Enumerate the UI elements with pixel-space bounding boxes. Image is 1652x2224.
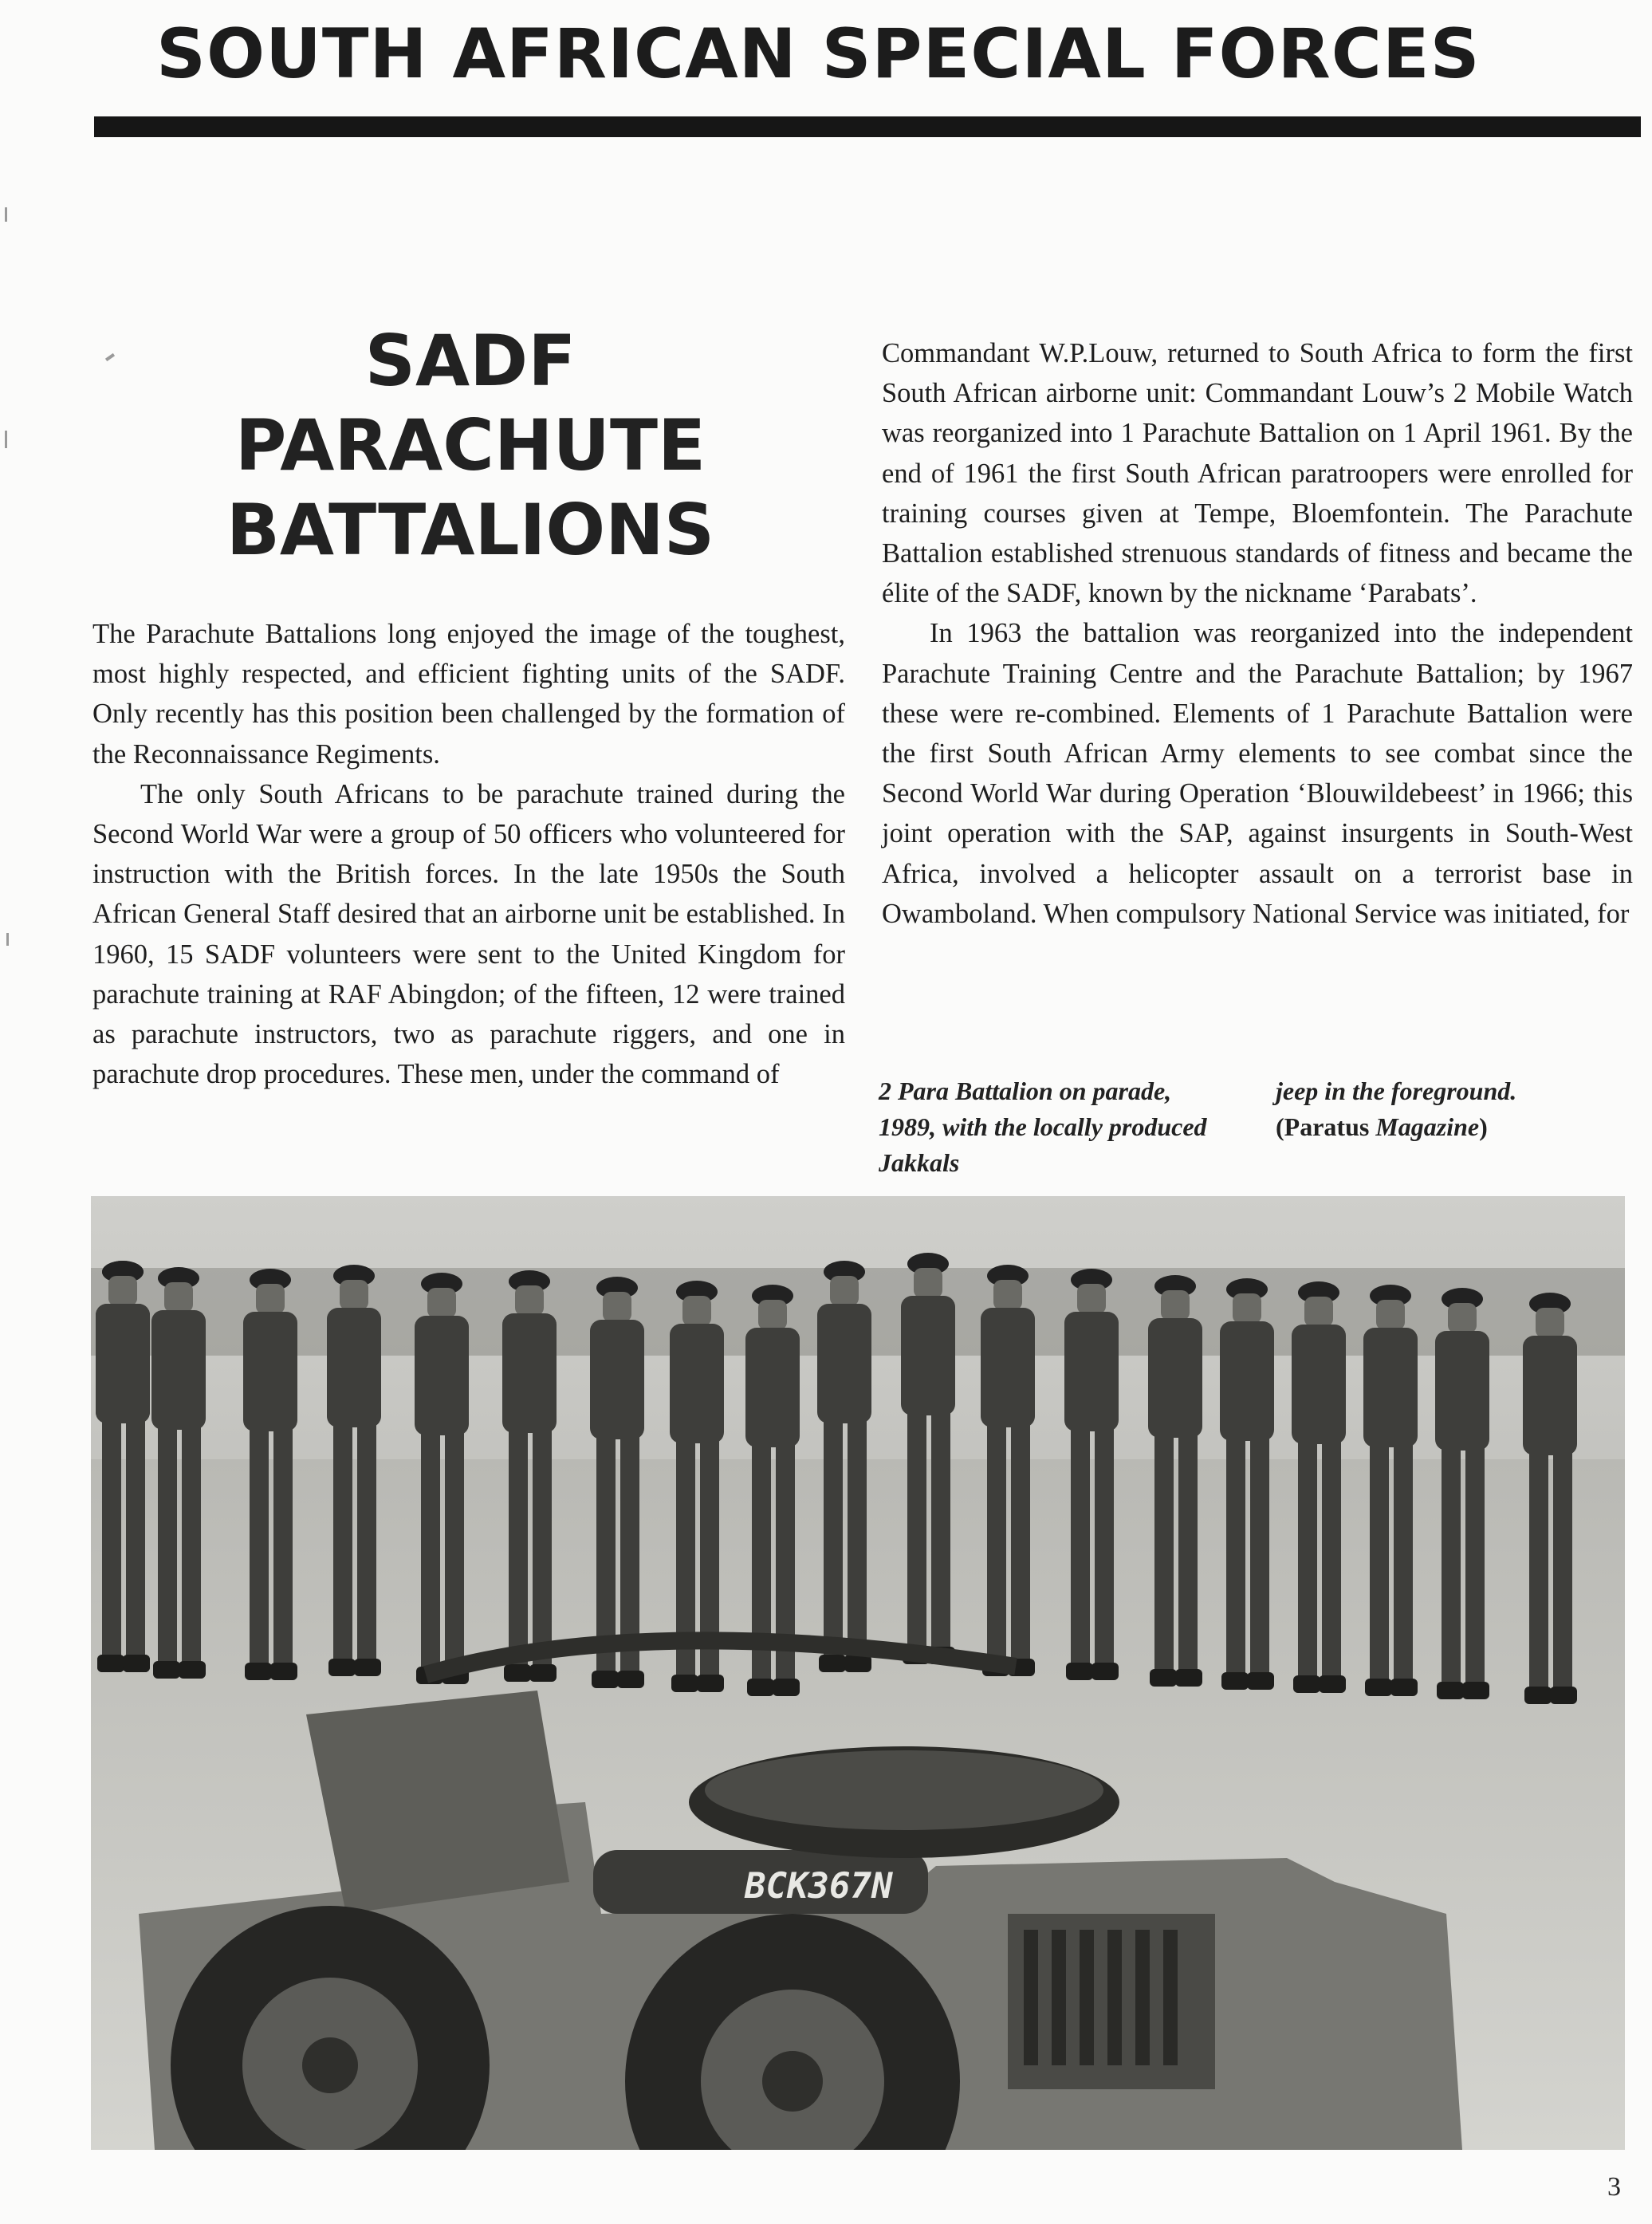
right-column [882, 333, 1633, 934]
title-line-2: PARACHUTE [234, 404, 706, 486]
photo-caption-continued [1276, 1073, 1626, 1145]
parade-photo [91, 1196, 1625, 2150]
credit-magazine: Magazine [1375, 1112, 1480, 1141]
paragraph: The only South Africans to be parachute trained during the Second World War were a group of 50 officers who volunteered for instruction with the British forces. In the late 1950s the South African General Staff desired that an airborne unit be established. In 1960, 15 SADF volunteers were sent to the United Kingdom for parachute training at RAF Abingdon; of the fifteen, 12 were trained as parachute instructors, two as parachute riggers, and one in parachute drop procedures. These men, under the command of [92, 778, 845, 1090]
header-rule [94, 116, 1641, 137]
running-head: SOUTH AFRICAN SPECIAL FORCES [156, 14, 1481, 94]
scan-mark [5, 207, 7, 222]
title-line-1: SADF [364, 320, 576, 402]
caption-text: jeep in the foreground. [1276, 1077, 1517, 1105]
licence-plate: BCK367N [745, 1866, 893, 1907]
left-column [92, 614, 845, 1094]
scan-mark [5, 431, 7, 448]
parade-photo-illustration [91, 1196, 1625, 2150]
photo-caption: 2 Para Battalion on parade, 1989, with the locally produced Jakkals [879, 1077, 1207, 1177]
paragraph: The Parachute Battalions long enjoyed the image of the toughest, most highly respected, and efficient fighting units of the SADF. Only recently has this position been challenged by the formation of the Reconnaissance Regiments. [92, 619, 845, 770]
page-number: 3 [1607, 2172, 1621, 2202]
scan-mark [6, 933, 9, 946]
photo-credit: (Paratus Magazine) [1276, 1112, 1488, 1141]
title-line-3: BATTALIONS [226, 489, 715, 571]
paragraph: In 1963 the battalion was reorganized into the independent Parachute Training Centre and the Parachute Battalion; by 1967 these were re-combined. Elements of 1 Parachute Battalion were the first South African Army elements to see combat since the Second World War during Operation ‘Blouwildebeest’ in 1966; this joint operation with the SAP, against insurgents in South-West Africa, involved a helicopter assault on a terrorist base in Owamboland. When compulsory National Service was initiated, for [882, 618, 1633, 929]
article-title [96, 319, 845, 573]
paragraph: Commandant W.P.Louw, returned to South Africa to form the first South African airborne unit: Commandant Louw’s 2 Mobile Watch was reorganized into 1 Parachute Battalion on 1 April 1961. By the end of 1961 the first South African paratroopers were enrolled for training courses given at Tempe, Bloemfontein. The Parachute Battalion established strenuous standards of fitness and became the élite of the SADF, known by the nickname ‘Parabats’. [882, 338, 1633, 609]
